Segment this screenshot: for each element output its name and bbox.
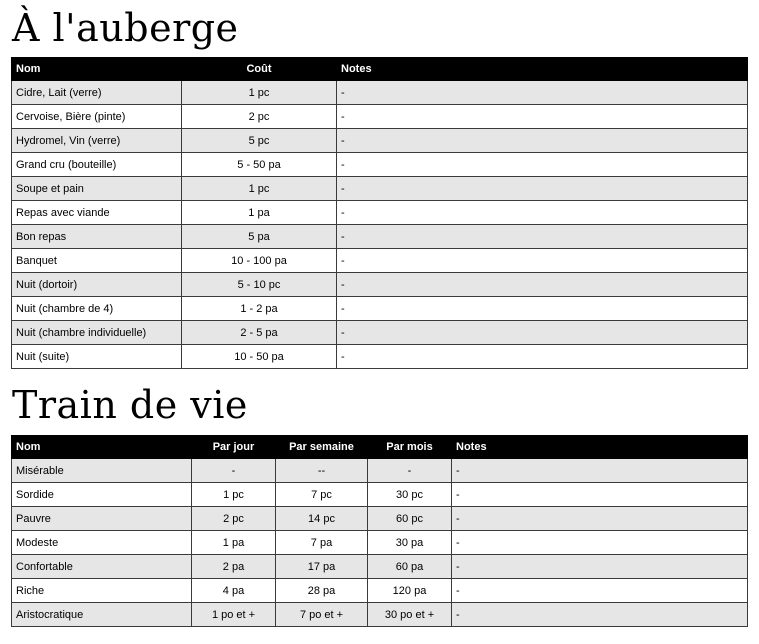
table-row <box>12 321 748 345</box>
table-train-de-vie <box>11 435 748 627</box>
table-cell: 5 pa <box>182 225 337 249</box>
table-cell: 5 pc <box>182 129 337 153</box>
table-row <box>12 105 748 129</box>
table-cell: 1 pc <box>182 177 337 201</box>
table-cell: 7 po et + <box>276 603 368 627</box>
table-cell: 60 pa <box>368 555 452 579</box>
table-row <box>12 177 748 201</box>
table-cell: 5 - 50 pa <box>182 153 337 177</box>
table-row <box>12 297 748 321</box>
table-cell: Soupe et pain <box>12 177 182 201</box>
table-cell: - <box>337 201 748 225</box>
table-cell: - <box>337 105 748 129</box>
table-cell: 30 pa <box>368 531 452 555</box>
table-cell: 14 pc <box>276 507 368 531</box>
table-cell: 10 - 50 pa <box>182 345 337 369</box>
title-train-de-vie: Train de vie <box>12 383 248 427</box>
table-cell: - <box>337 297 748 321</box>
table-cell: - <box>452 507 748 531</box>
table-cell: - <box>337 177 748 201</box>
header-cout: Coût <box>182 58 337 81</box>
title-auberge: À l'auberge <box>12 6 239 50</box>
table-row <box>12 531 748 555</box>
table-row <box>12 555 748 579</box>
table-row <box>12 129 748 153</box>
table-cell: 30 po et + <box>368 603 452 627</box>
table-cell: Sordide <box>12 483 192 507</box>
table-header-row <box>12 58 748 81</box>
table-cell: 7 pa <box>276 531 368 555</box>
table-cell: 120 pa <box>368 579 452 603</box>
header-nom: Nom <box>12 58 182 81</box>
table-cell: 2 pa <box>192 555 276 579</box>
table-auberge <box>11 57 748 369</box>
table-cell: 2 - 5 pa <box>182 321 337 345</box>
table-row <box>12 249 748 273</box>
table-row <box>12 81 748 105</box>
table-cell: - <box>337 81 748 105</box>
table-cell: Cidre, Lait (verre) <box>12 81 182 105</box>
table-cell: - <box>337 153 748 177</box>
table-cell: Bon repas <box>12 225 182 249</box>
table-cell: Banquet <box>12 249 182 273</box>
table-cell: Grand cru (bouteille) <box>12 153 182 177</box>
table-cell: Nuit (dortoir) <box>12 273 182 297</box>
table-cell: - <box>337 321 748 345</box>
table-cell: Aristocratique <box>12 603 192 627</box>
table-cell: 4 pa <box>192 579 276 603</box>
table-cell: Confortable <box>12 555 192 579</box>
table-row <box>12 483 748 507</box>
table-cell: 7 pc <box>276 483 368 507</box>
table-cell: 30 pc <box>368 483 452 507</box>
table-cell: - <box>337 225 748 249</box>
table-row <box>12 459 748 483</box>
table-cell: Riche <box>12 579 192 603</box>
table-cell: - <box>452 579 748 603</box>
table-cell: - <box>452 531 748 555</box>
table-row <box>12 507 748 531</box>
table-cell: 28 pa <box>276 579 368 603</box>
table-cell: Misérable <box>12 459 192 483</box>
table-cell: 2 pc <box>192 507 276 531</box>
table-cell: - <box>337 249 748 273</box>
table-cell: Pauvre <box>12 507 192 531</box>
table-cell: - <box>337 345 748 369</box>
table-cell: Cervoise, Bière (pinte) <box>12 105 182 129</box>
table-cell: - <box>337 273 748 297</box>
table-cell: 17 pa <box>276 555 368 579</box>
table-cell: 1 pc <box>182 81 337 105</box>
table-cell: - <box>452 459 748 483</box>
table-cell: Repas avec viande <box>12 201 182 225</box>
table-cell: Nuit (chambre individuelle) <box>12 321 182 345</box>
header-notes: Notes <box>452 436 748 459</box>
table-header-row <box>12 436 748 459</box>
table-row <box>12 579 748 603</box>
header-nom: Nom <box>12 436 192 459</box>
table-cell: 60 pc <box>368 507 452 531</box>
table-cell: 1 pa <box>192 531 276 555</box>
table-cell: 5 - 10 pc <box>182 273 337 297</box>
table-cell: Hydromel, Vin (verre) <box>12 129 182 153</box>
table-cell: Modeste <box>12 531 192 555</box>
header-notes: Notes <box>337 58 748 81</box>
table-row <box>12 153 748 177</box>
table-cell: - <box>368 459 452 483</box>
table-cell: - <box>452 555 748 579</box>
header-par-jour: Par jour <box>192 436 276 459</box>
table-row <box>12 225 748 249</box>
table-cell: 10 - 100 pa <box>182 249 337 273</box>
table-cell: Nuit (chambre de 4) <box>12 297 182 321</box>
table-cell: - <box>192 459 276 483</box>
table-cell: 1 - 2 pa <box>182 297 337 321</box>
table-cell: 1 pc <box>192 483 276 507</box>
table-cell: 1 po et + <box>192 603 276 627</box>
table-cell: - <box>452 483 748 507</box>
table-cell: 1 pa <box>182 201 337 225</box>
table-cell: - <box>337 129 748 153</box>
header-par-mois: Par mois <box>368 436 452 459</box>
table-cell: Nuit (suite) <box>12 345 182 369</box>
table-row <box>12 273 748 297</box>
table-row <box>12 201 748 225</box>
table-cell: 2 pc <box>182 105 337 129</box>
table-cell: - <box>452 603 748 627</box>
header-par-semaine: Par semaine <box>276 436 368 459</box>
table-row <box>12 603 748 627</box>
table-cell: -- <box>276 459 368 483</box>
table-row <box>12 345 748 369</box>
